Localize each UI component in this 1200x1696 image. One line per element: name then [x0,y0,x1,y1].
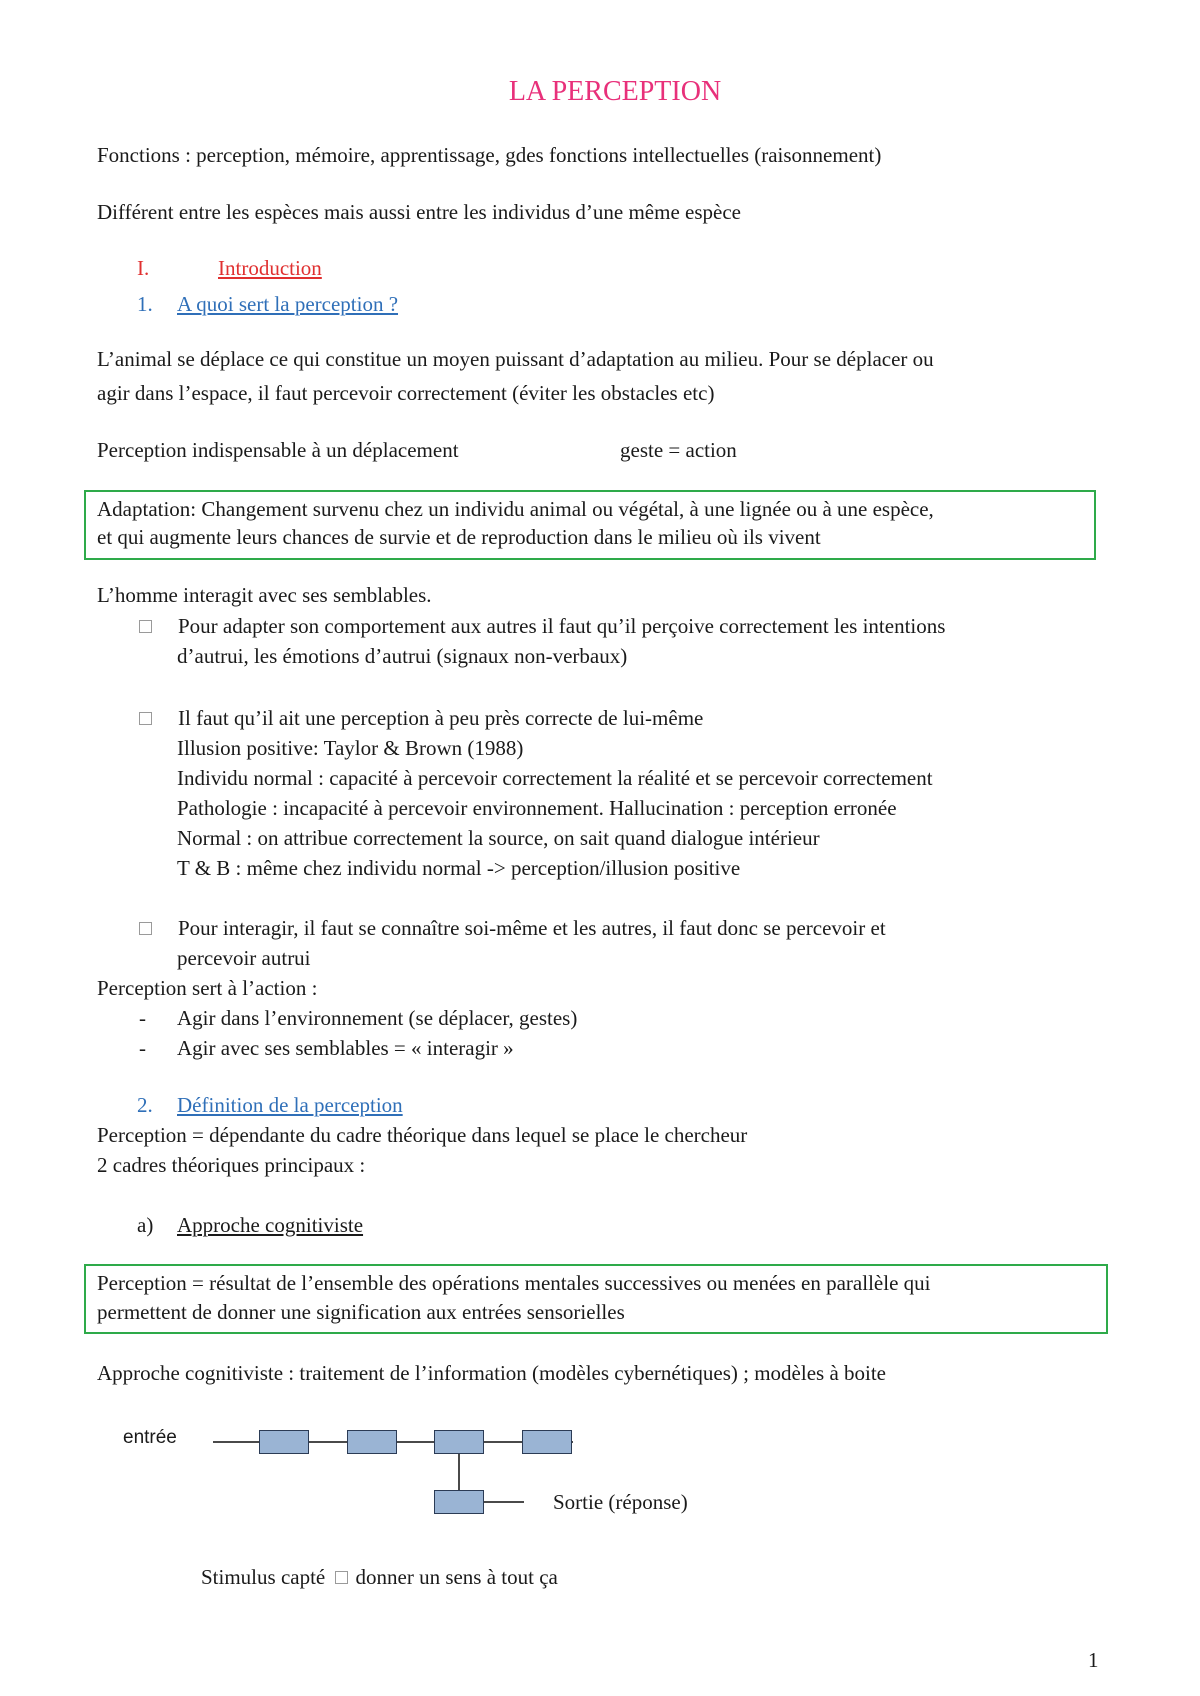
section-title: Introduction [218,256,322,280]
list-item-continuation: Normal : on attribue correctement la source, on sait quand dialogue intérieur [177,826,820,850]
dash-marker: - [139,1036,146,1060]
stimulus-result-text: donner un sens à tout ça [355,1565,558,1589]
paragraph-line: agir dans l’espace, il faut percevoir correctement (éviter les obstacles etc) [97,381,715,405]
diagram-box [347,1430,397,1454]
sert-line: Perception sert à l’action : [97,976,318,1000]
arrow-placeholder-icon [335,1571,348,1584]
diagram-vertical-connector [458,1454,460,1490]
diagram-output-box [434,1490,484,1514]
subsection-a-title: Approche cognitiviste [177,1213,364,1237]
homme-line: L’homme interagit avec ses semblables. [97,583,432,607]
list-item-continuation: Pathologie : incapacité à percevoir environnement. Hallucination : perception erronée [177,796,897,820]
definition-text: Perception = dépendante du cadre théorique dans lequel se place le chercheur [97,1123,748,1147]
page-title: LA PERCEPTION [508,76,722,107]
list-item-text: Il faut qu’il ait une perception à peu près correcte de lui-même [178,706,704,730]
diagram-output-connector [484,1501,524,1503]
list-item [139,913,886,943]
list-item-text: Pour adapter son comportement aux autres il faut qu’il perçoive correctement les intentions [178,614,946,638]
stimulus-line [201,1562,558,1592]
checkbox-bullet-icon [139,712,152,725]
definition-line: et qui augmente leurs chances de survie et de reproduction dans le milieu où ils vivent [97,525,821,549]
stimulus-text: Stimulus capté [201,1565,326,1589]
diagram-box [434,1430,484,1454]
geste-action: geste = action [620,438,737,462]
subsection-a-number: a) [137,1213,154,1237]
list-item-continuation: Illusion positive: Taylor & Brown (1988) [177,736,524,760]
diagram-box [259,1430,309,1454]
list-item-text: Pour interagir, il faut se connaître soi-même et les autres, il faut donc se percevoir et [178,916,886,940]
dash-marker: - [139,1006,146,1030]
list-item-continuation: Individu normal : capacité à percevoir correctement la réalité et se percevoir correctement [177,766,933,790]
subsection-2-number: 2. [137,1093,153,1117]
subsection-1-number: 1. [137,292,153,316]
perception-deplacement: Perception indispensable à un déplacement [97,438,459,462]
cognitiviste-line: Approche cognitiviste : traitement de l’information (modèles cybernétiques) ; modèles à boite [97,1361,887,1385]
list-item-continuation: d’autrui, les émotions d’autrui (signaux non-verbaux) [177,644,628,668]
section-number: I. [137,256,150,280]
definition-line: Adaptation: Changement survenu chez un individu animal ou végétal, à une lignée ou à une espèce, [97,497,934,521]
fonctions-line: Fonctions : perception, mémoire, apprentissage, gdes fonctions intellectuelles (raisonnement) [97,143,882,167]
paragraph-line: L’animal se déplace ce qui constitue un moyen puissant d’adaptation au milieu. Pour se déplacer ou [97,347,934,371]
definition-line: permettent de donner une signification aux entrées sensorielles [97,1300,625,1324]
checkbox-bullet-icon [139,922,152,935]
dash-item: Agir dans l’environnement (se déplacer, gestes) [177,1006,578,1030]
checkbox-bullet-icon [139,620,152,633]
definition-text: 2 cadres théoriques principaux : [97,1153,366,1177]
list-item-continuation: percevoir autrui [177,946,311,970]
list-item [139,611,945,641]
list-item [139,703,703,733]
different-line: Différent entre les espèces mais aussi entre les individus d’une même espèce [97,200,741,224]
dash-item: Agir avec ses semblables = « interagir » [177,1036,514,1060]
diagram-input-label: entrée [123,1427,177,1448]
page-number: 1 [1088,1648,1099,1672]
diagram-output-label: Sortie (réponse) [553,1490,688,1514]
definition-line: Perception = résultat de l’ensemble des opérations mentales successives ou menées en parallèle qui [97,1271,931,1295]
list-item-continuation: T & B : même chez individu normal -> perception/illusion positive [177,856,741,880]
subsection-1-title[interactable]: A quoi sert la perception ? [177,292,399,316]
diagram-box [522,1430,572,1454]
subsection-2-title[interactable]: Définition de la perception [177,1093,403,1117]
